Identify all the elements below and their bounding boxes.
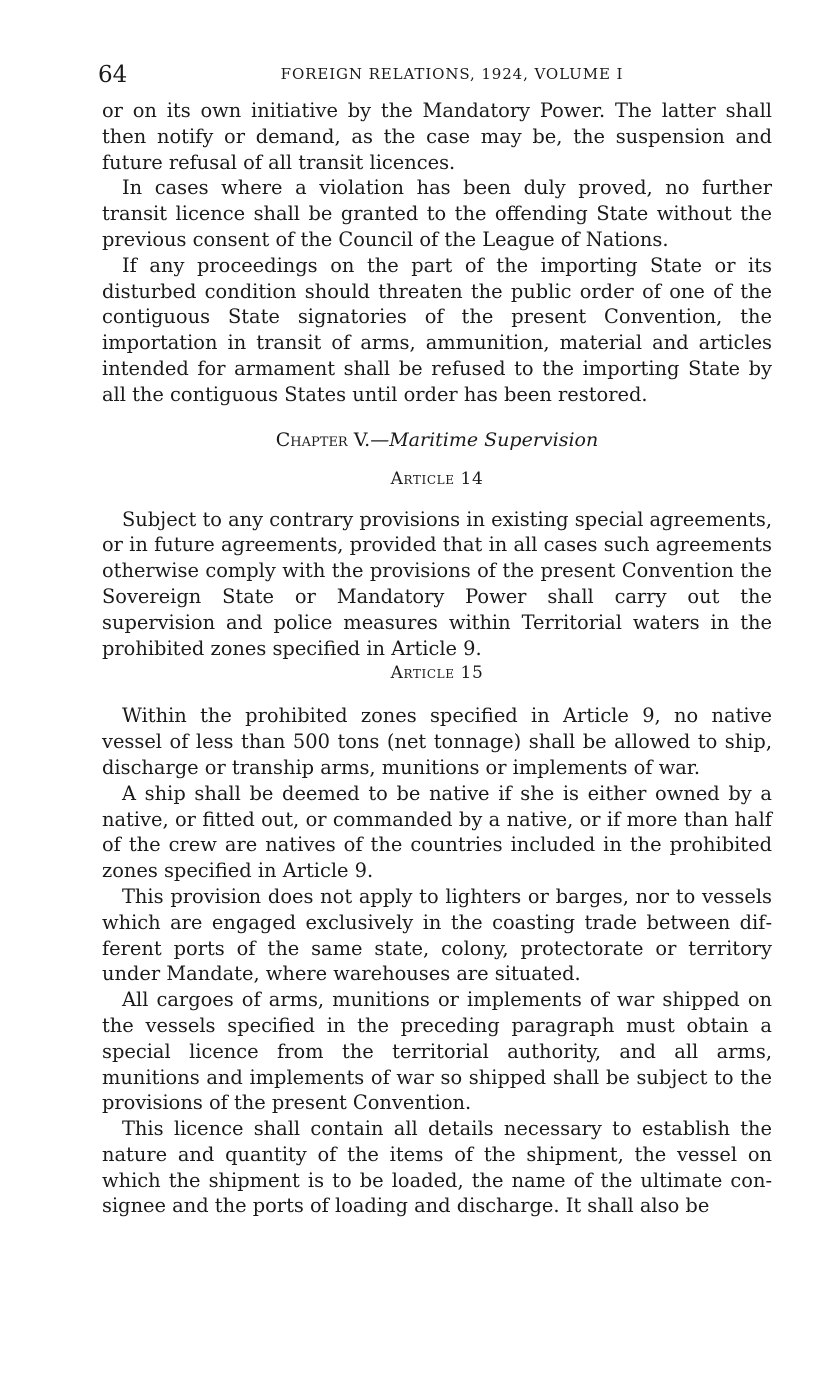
chapter-heading: [102, 427, 772, 453]
running-title: FOREIGN RELATIONS, 1924, VOLUME I: [280, 65, 624, 83]
chapter-label: Chapter V.—: [275, 428, 390, 451]
page-number: 64: [98, 62, 128, 88]
article-15-paragraph-5: This licence shall contain all details necessary to establish the nature and quantity of the items of the shipment, the vessel on which the shipment is to be loaded, the name of the ultimate consignee and the ports of loading and discharge. It shall also be: [102, 1117, 772, 1218]
document-page: [98, 58, 773, 1219]
article-14-heading: Article 14: [390, 468, 484, 489]
chapter-title: Maritime Supervision: [389, 428, 599, 451]
article-15-paragraph-2: A ship shall be deemed to be native if she is either owned by a native, or fitted out, or commanded by a native, or if more than half of the crew are natives of the countries included in the prohibited zones specified in Article 9.: [102, 781, 772, 883]
article-14-paragraph: Subject to any contrary provisions in existing special agreements, or in future agreements, provided that in all cases such agreements otherwise comply with the provisions of the present Convention the Sovereign State or Mandatory Power shall carry out the supervision and police measures within Territorial waters in the prohibited zones specified in Article 9.: [102, 507, 773, 660]
article-15-paragraph-3: This provision does not apply to lighters or barges, nor to vessels which are engaged exclusively in the coasting trade between different ports of the same state, colony, protectorate or territory under Mandate, where warehouses are situated.: [102, 884, 772, 986]
page-header: [98, 58, 772, 98]
article-15-paragraph-1: Within the prohibited zones specified in Article 9, no native vessel of less than 500 tons (net tonnage) shall be allowed to ship, discharge or tranship arms, munitions or implements of war.: [102, 704, 772, 779]
paragraph-public-order: If any proceedings on the part of the importing State or its disturbed condition should threaten the public order of one of the contiguous State signatories of the present Convention, the importation in transit of arms, ammunition, material and articles intended for armament shall be refused to the importing State by all the contiguous States until order has been restored.: [102, 253, 772, 406]
article-15-paragraph-4: All cargoes of arms, munitions or implements of war shipped on the vessels specified in the preceding paragraph must obtain a special licence from the territorial authority, and all arms, munitions and implements of war so shipped shall be subject to the provisions of the present Convention.: [102, 988, 772, 1115]
paragraph-violation: In cases where a violation has been duly proved, no further transit licence shall be granted to the offending State without the previous consent of the Council of the League of Nations.: [102, 176, 772, 251]
paragraph-continuation: or on its own initiative by the Mandatory Power. The latter shall then notify or demand, as the case may be, the suspension and future refusal of all transit licences.: [102, 99, 772, 174]
article-15-heading: Article 15: [390, 663, 484, 684]
